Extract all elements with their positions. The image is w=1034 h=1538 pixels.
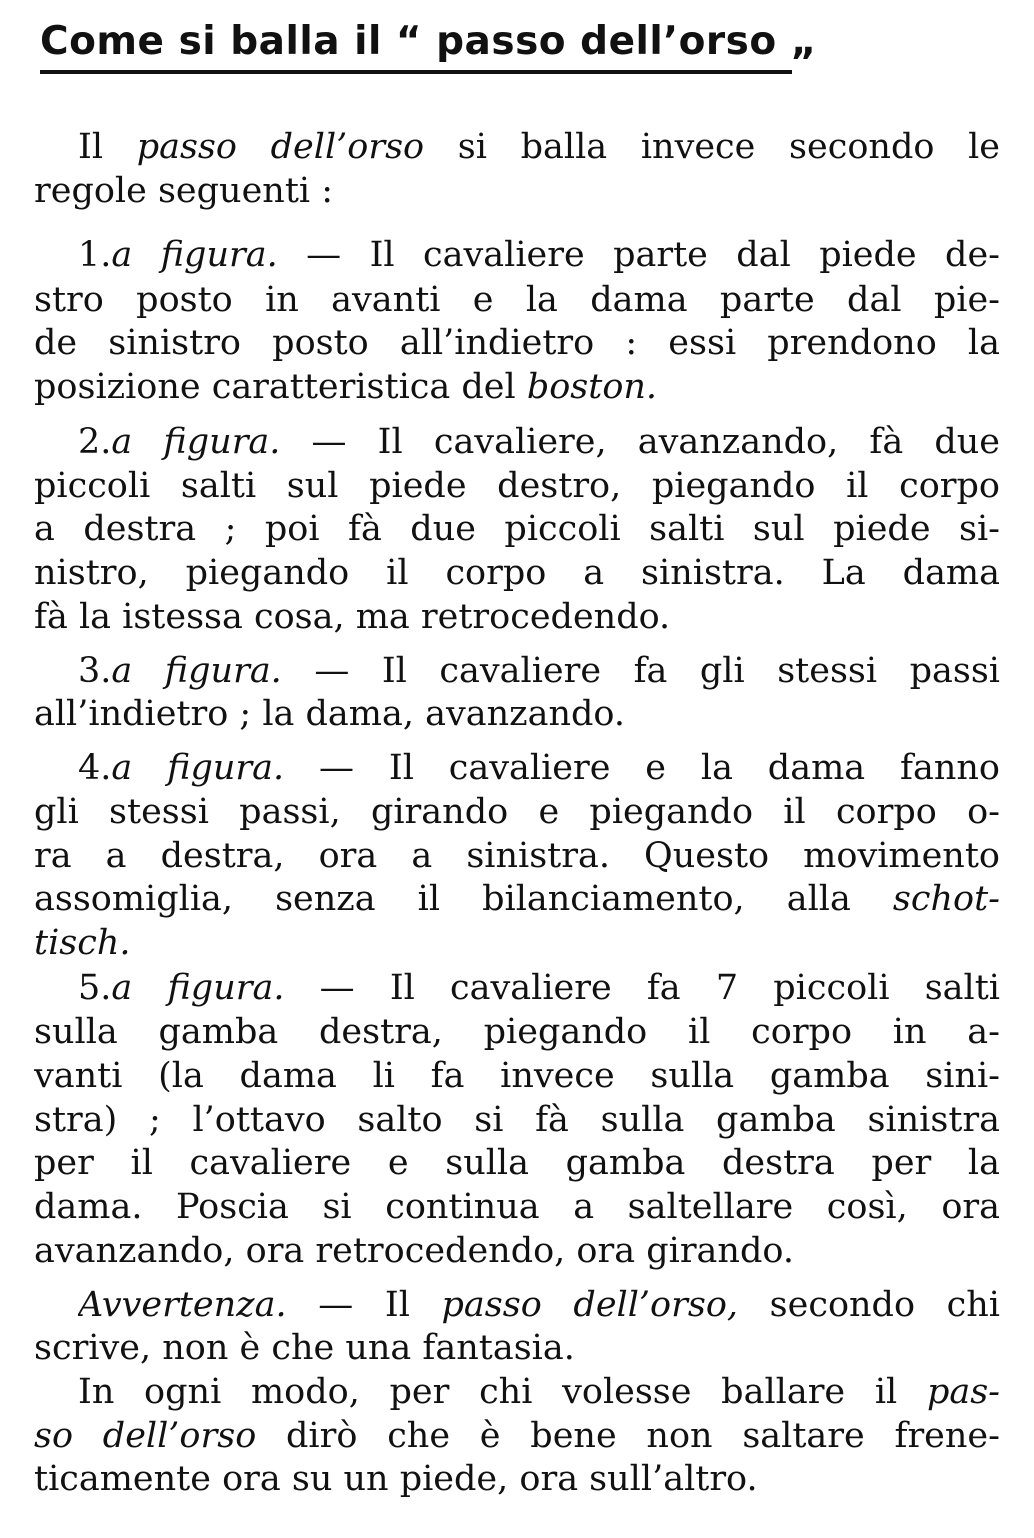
text-segment: 3. xyxy=(78,651,112,691)
text-segment: secondo chi xyxy=(738,1285,1000,1325)
text-line xyxy=(34,1010,1000,1055)
text-segment: 5. xyxy=(78,968,112,1008)
text-segment: a figura. xyxy=(111,748,285,788)
text-segment: dirò che è bene non saltare frene- xyxy=(256,1416,1000,1456)
text-segment: — Il cavaliere e la dama fanno xyxy=(284,748,1000,788)
text-segment: all’indietro ; la dama, avanzando. xyxy=(34,694,625,734)
text-segment: avanzando, ora retrocedendo, ora girando. xyxy=(34,1231,794,1271)
text-segment: posizione caratteristica del xyxy=(34,367,527,407)
text-segment: a figura. xyxy=(111,651,282,691)
text-segment: de sinistro posto all’indietro : essi prendono la xyxy=(34,323,1000,363)
text-segment: — Il cavaliere fa gli stessi passi xyxy=(281,651,1000,691)
text-line xyxy=(34,1141,1000,1186)
text-segment: fà la istessa cosa, ma retrocedendo. xyxy=(34,597,671,637)
text-segment: schot- xyxy=(892,879,1000,919)
text-line xyxy=(78,233,1000,278)
text-segment: 2. xyxy=(78,422,112,462)
text-segment: stra) ; l’ottavo salto si fà sulla gamba sinistra xyxy=(34,1100,1000,1140)
text-segment: — Il cavaliere parte dal piede de- xyxy=(277,235,1000,275)
text-segment: a figura. xyxy=(111,422,281,462)
page-title: Come si balla il “ passo dell’orso „ xyxy=(40,19,817,64)
text-line xyxy=(34,321,1000,366)
text-line xyxy=(34,1098,1000,1143)
text-line xyxy=(34,1457,1000,1502)
text-line xyxy=(34,1229,1000,1274)
text-segment: — Il cavaliere, avanzando, fà due xyxy=(280,422,1000,462)
text-segment: gli stessi passi, girando e piegando il corpo o- xyxy=(34,792,1000,832)
text-segment: passo dell’orso xyxy=(136,127,425,167)
text-line xyxy=(78,966,1000,1011)
text-segment: Avvertenza. xyxy=(78,1285,287,1325)
text-segment: scrive, non è che una fantasia. xyxy=(34,1328,575,1368)
text-segment: pas- xyxy=(926,1372,1000,1412)
text-segment: tisch. xyxy=(34,923,131,963)
text-line xyxy=(34,1185,1000,1230)
text-segment: dama. Poscia si continua a saltellare così, ora xyxy=(34,1187,1000,1227)
text-segment: passo dell’orso, xyxy=(441,1285,739,1325)
text-segment: — Il xyxy=(286,1285,442,1325)
text-line xyxy=(78,1370,1000,1415)
text-segment: ra a destra, ora a sinistra. Questo movimento xyxy=(34,836,1000,876)
text-line xyxy=(34,921,1000,966)
text-line xyxy=(34,278,1000,323)
text-segment: ticamente ora su un piede, ora sull’altro. xyxy=(34,1459,758,1499)
text-segment: a figura. xyxy=(111,968,285,1008)
text-line xyxy=(34,507,1000,552)
text-segment: boston. xyxy=(526,367,658,407)
text-segment: 1. xyxy=(78,235,112,275)
text-line xyxy=(78,746,1000,791)
text-segment: In ogni modo, per chi volesse ballare il xyxy=(78,1372,927,1412)
text-line xyxy=(34,169,1000,214)
text-segment: 4. xyxy=(78,748,112,788)
text-line xyxy=(34,790,1000,835)
text-line xyxy=(78,1283,1000,1328)
text-segment: Il xyxy=(78,127,137,167)
text-segment: sulla gamba destra, piegando il corpo in a- xyxy=(34,1012,1000,1052)
text-line xyxy=(78,125,1000,170)
text-line xyxy=(34,877,1000,922)
text-segment: nistro, piegando il corpo a sinistra. La dama xyxy=(34,553,1000,593)
text-segment: so dell’orso xyxy=(34,1416,257,1456)
text-segment: piccoli salti sul piede destro, piegando il corpo xyxy=(34,466,1000,506)
text-segment: regole seguenti : xyxy=(34,171,334,211)
text-line xyxy=(78,420,1000,465)
text-segment: a destra ; poi fà due piccoli salti sul piede si- xyxy=(34,509,1000,549)
text-line xyxy=(34,1054,1000,1099)
text-segment: — Il cavaliere fa 7 piccoli salti xyxy=(284,968,1000,1008)
text-line xyxy=(34,365,1000,410)
text-line xyxy=(34,1326,1000,1371)
text-line xyxy=(34,1414,1000,1459)
title-underline xyxy=(40,70,792,74)
text-line xyxy=(34,464,1000,509)
text-line xyxy=(34,692,1000,737)
text-segment: stro posto in avanti e la dama parte dal pie- xyxy=(34,280,1000,320)
text-line xyxy=(34,551,1000,596)
text-segment: per il cavaliere e sulla gamba destra per la xyxy=(34,1143,1000,1183)
text-segment: vanti (la dama li fa invece sulla gamba sini- xyxy=(34,1056,1000,1096)
text-line xyxy=(34,595,1000,640)
text-line xyxy=(34,834,1000,879)
text-line xyxy=(78,649,1000,694)
text-segment: si balla invece secondo le xyxy=(424,127,1000,167)
text-segment: a figura. xyxy=(111,235,278,275)
text-segment: assomiglia, senza il bilanciamento, alla xyxy=(34,879,893,919)
